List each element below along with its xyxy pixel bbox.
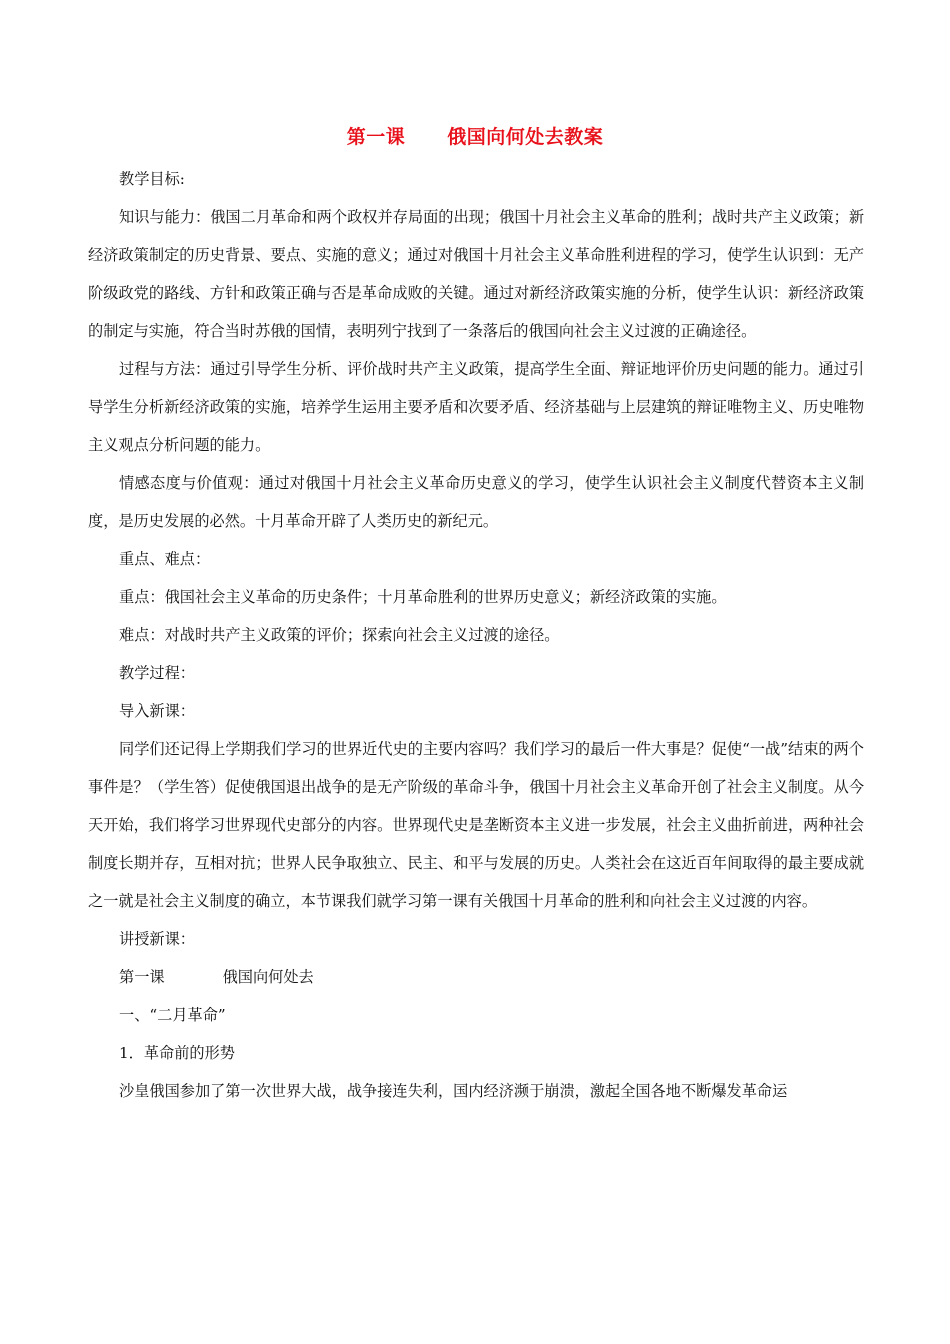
paragraph-new-lesson: 讲授新课： [119,930,195,948]
document-body [88,160,864,1110]
paragraph-introduction: 导入新课： [119,702,195,720]
paragraph-knowledge-ability: 知识与能力：俄国二月革命和两个政权并存局面的出现；俄国十月社会主义革命的胜利；战时共产主义政策；新经济政策制定的历史背景、要点、实施的意义；通过对俄国十月社会主义革命胜利进程的学习，使学生认识到：无产阶级政党的路线、方针和政策正确与否是革命成败的关键。通过对新经济政策实施的分析，使学生认识：新经济政策的制定与实施，符合当时苏俄的国情，表明列宁找到了一条落后的俄国向社会主义过渡的正确途径。 [88,208,864,340]
lesson-heading [88,958,864,996]
paragraph-teaching-goals: 教学目标: [119,170,185,188]
paragraph-difficult-points: 难点：对战时共产主义政策的评价；探索向社会主义过渡的途径。 [119,626,560,644]
subsection-heading-situation: 1．革命前的形势 [119,1044,235,1062]
paragraph-teaching-process: 教学过程： [119,664,195,682]
lesson-heading-name: 俄国向何处去 [222,968,314,986]
paragraph-process-method: 过程与方法：通过引导学生分析、评价战时共产主义政策，提高学生全面、辩证地评价历史问题的能力。通过引导学生分析新经济政策的实施，培养学生运用主要矛盾和次要矛盾、经济基础与上层建筑的辩证唯物主义、历史唯物主义观点分析问题的能力。 [88,360,864,454]
title-lesson-name: 俄国向何处去教案 [447,126,604,148]
paragraph-key-difficult: 重点、难点： [119,550,211,568]
page-title [0,122,950,149]
paragraph-introduction-text: 同学们还记得上学期我们学习的世界近代史的主要内容吗？我们学习的最后一件大事是？促使“一战”结束的两个事件是？（学生答）促使俄国退出战争的是无产阶级的革命斗争，俄国十月社会主义革命开创了社会主义制度。从今天开始，我们将学习世界现代史部分的内容。世界现代史是垄断资本主义进一步发展，社会主义曲折前进，两种社会制度长期并存，互相对抗；世界人民争取独立、民主、和平与发展的历史。人类社会在这近百年间取得的最主要成就之一就是社会主义制度的确立，本节课我们就学习第一课有关俄国十月革命的胜利和向社会主义过渡的内容。 [88,740,864,910]
paragraph-situation-text: 沙皇俄国参加了第一次世界大战，战争接连失利，国内经济濒于崩溃，激起全国各地不断爆发革命运 [119,1082,788,1100]
paragraph-key-points: 重点：俄国社会主义革命的历史条件；十月革命胜利的世界历史意义；新经济政策的实施。 [119,588,727,606]
paragraph-emotion-values: 情感态度与价值观：通过对俄国十月社会主义革命历史意义的学习，使学生认识社会主义制度代替资本主义制度，是历史发展的必然。十月革命开辟了人类历史的新纪元。 [88,474,864,530]
title-lesson-number: 第一课 [346,126,406,148]
section-heading-february-revolution: 一、“二月革命” [119,1006,226,1024]
lesson-heading-number: 第一课 [119,968,165,986]
